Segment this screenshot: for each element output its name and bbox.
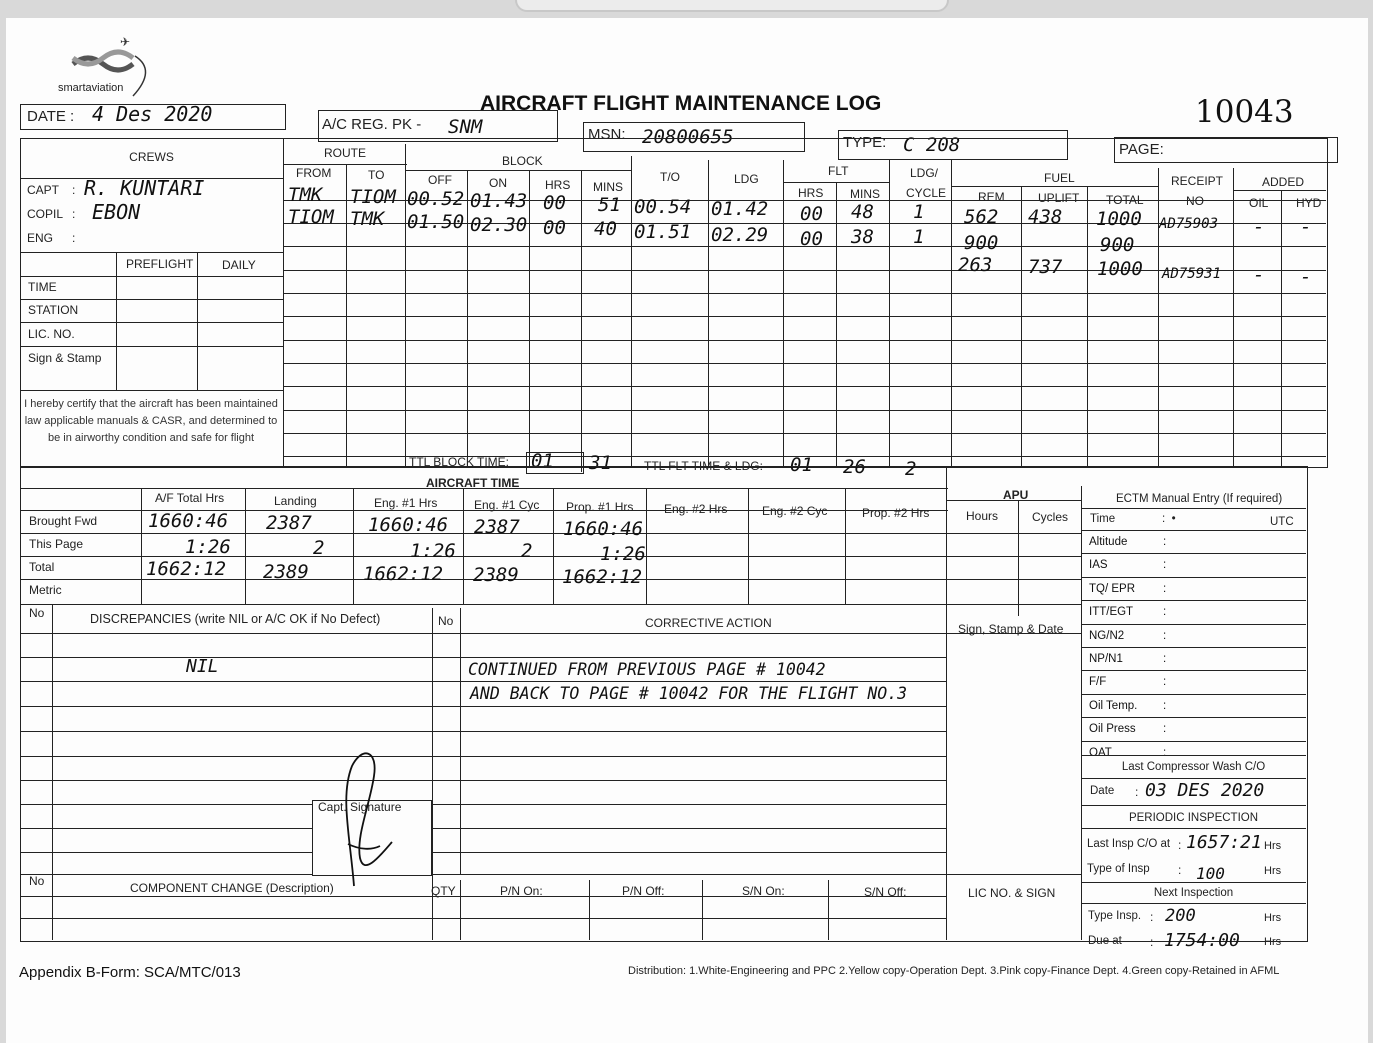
svg-text:✈: ✈ <box>120 35 131 49</box>
tot-eng1-cyc: 2389 <box>473 564 519 586</box>
type-value: C 208 <box>903 134 961 156</box>
crew-row-lic: LIC. NO. <box>28 327 75 341</box>
certify-text: I hereby certify that the aircraft has been maintained law applicable manuals & CASR, and determined to be in airworthy condition and safe for flight <box>24 398 278 444</box>
wash-date-value: 03 DES 2020 <box>1145 780 1265 801</box>
next-type-value: 200 <box>1165 906 1196 926</box>
col-af-total: A/F Total Hrs <box>155 491 225 505</box>
ttl-block-hrs: 01 <box>531 450 554 472</box>
corr-line-1: CONTINUED FROM PREVIOUS PAGE # 10042 <box>468 660 826 679</box>
due-hrs: Hrs <box>1264 936 1282 948</box>
copil-value: EBON <box>92 200 141 224</box>
tp-af-total: 1:26 <box>185 536 231 558</box>
ectm-tq-epr: TQ/ EPR <box>1089 582 1136 595</box>
corr-no-header: No <box>438 614 454 628</box>
tp-prop1-hrs: 1:26 <box>600 543 646 565</box>
tot-landing: 2389 <box>263 561 309 583</box>
ldg-cycle-header-2: CYCLE <box>906 186 947 200</box>
ttl-ldg: 2 <box>905 458 917 480</box>
last-wash-label: Last Compressor Wash C/O <box>1121 761 1266 773</box>
flight-2-flt-hrs: 00 <box>800 228 823 250</box>
copil-label: COPIL <box>27 207 64 221</box>
flight-1-hrs: 00 <box>543 192 566 214</box>
fuel-3-hyd: - <box>1300 266 1312 288</box>
flight-1-flt-mins: 48 <box>851 201 874 223</box>
flight-1-to-time: 00.54 <box>634 196 692 218</box>
bf-landing: 2387 <box>266 512 312 534</box>
fuel-3-total: 1000 <box>1097 258 1143 280</box>
daily-header: DAILY <box>222 258 256 272</box>
receipt-header-2: NO <box>1186 194 1204 208</box>
col-eng2-hrs: Eng. #2 Hrs <box>664 502 728 516</box>
ectm-ng-n2: NG/N2 <box>1089 629 1125 642</box>
type-insp-value: 100 <box>1196 864 1225 883</box>
crews-header: CREWS <box>129 150 174 164</box>
reg-label: A/C REG. PK - <box>322 116 422 133</box>
next-type-label: Type Insp. <box>1088 910 1142 922</box>
fuel-2-total: 900 <box>1100 234 1135 256</box>
sign-stamp-date: Sign, Stamp & Date <box>958 622 1064 636</box>
ectm-itt-egt: ITT/EGT <box>1089 606 1134 619</box>
receipt-header-1: RECEIPT <box>1171 174 1224 188</box>
reg-value: SNM <box>448 116 483 138</box>
ectm-altitude: Altitude <box>1089 536 1128 548</box>
flight-2-to: TMK <box>350 208 385 230</box>
block-hrs-header: HRS <box>545 178 571 192</box>
row-this-page: This Page <box>29 537 84 551</box>
type-insp-hrs: Hrs <box>1264 865 1282 877</box>
comp-no-header: No <box>29 874 45 888</box>
flight-1-flt-hrs: 00 <box>800 203 823 225</box>
comp-header: COMPONENT CHANGE (Description) <box>130 881 334 895</box>
crew-row-station: STATION <box>28 303 79 317</box>
row-metric: Metric <box>29 583 62 597</box>
logo-text: smartaviation <box>58 82 124 94</box>
ectm-fields: Altitude : IAS : TQ/ EPR : ITT/EGT : NG/N2 : NP/N1 : F/F : Oil Temp. : Oil Press : OAT : <box>1081 530 1306 764</box>
pn-off-header: P/N Off: <box>622 884 665 898</box>
aircraft-time-title: AIRCRAFT TIME <box>426 476 520 490</box>
log-number: 10043 <box>1195 94 1294 130</box>
appendix-text: Appendix B-Form: SCA/MTC/013 <box>19 964 241 981</box>
fuel-1-oil: - <box>1253 216 1265 238</box>
page-label: PAGE: <box>1119 141 1164 158</box>
ttl-flt-hrs: 01 <box>790 454 813 476</box>
fuel-3-uplift: 737 <box>1028 256 1063 278</box>
fuel-3-oil: - <box>1253 264 1265 286</box>
ldg-cycle-header-1: LDG/ <box>910 166 939 180</box>
next-type-hrs: Hrs <box>1264 912 1282 924</box>
bf-eng1-hrs: 1660:46 <box>368 514 449 536</box>
preflight-header: PREFLIGHT <box>126 257 194 271</box>
flt-mins-header: MINS <box>850 187 880 201</box>
col-eng1-cyc: Eng. #1 Cyc <box>474 498 540 512</box>
fuel-header: FUEL <box>1044 171 1075 185</box>
flight-2-off: 01.50 <box>407 211 465 233</box>
ectm-oil-temp: Oil Temp. <box>1089 699 1138 712</box>
ectm-oat: OAT <box>1089 746 1112 759</box>
col-eng2-cyc: Eng. #2 Cyc <box>762 504 828 518</box>
ttl-block-label: TTL BLOCK TIME: <box>409 455 510 469</box>
flt-hrs-header: HRS <box>798 186 824 200</box>
ttl-flt-mins: 26 <box>843 456 866 478</box>
fuel-1-total: 1000 <box>1096 208 1142 230</box>
captain-signature <box>320 746 420 896</box>
last-insp-label: Last Insp C/O at <box>1087 838 1171 850</box>
capt-signature-label: Capt. Signature <box>318 800 402 814</box>
hyd-header: HYD <box>1296 196 1322 210</box>
flight-2-on: 02.30 <box>470 214 528 236</box>
flight-1-off: 00.52 <box>407 188 465 210</box>
capt-value: R. KUNTARI <box>84 176 205 200</box>
form-title: AIRCRAFT FLIGHT MAINTENANCE LOG <box>480 92 882 115</box>
flight-2-flt-mins: 38 <box>851 226 874 248</box>
last-insp-hrs: Hrs <box>1264 840 1282 852</box>
due-label: Due at <box>1088 935 1122 947</box>
ttl-block-mins: 31 <box>589 452 612 474</box>
tot-prop1-hrs: 1662:12 <box>562 566 643 588</box>
flight-1-on: 01.43 <box>470 190 528 212</box>
oil-header: OIL <box>1249 196 1269 210</box>
flt-header: FLT <box>828 164 849 178</box>
col-eng1-hrs: Eng. #1 Hrs <box>374 496 438 510</box>
flight-2-from: TIOM <box>288 206 334 228</box>
ttl-flt-label: TTL FLT TIME & LDG: <box>644 459 763 473</box>
ldg-header: LDG <box>734 172 759 186</box>
added-header: ADDED <box>1262 175 1305 189</box>
fuel-3-receipt: AD75931 <box>1162 266 1222 282</box>
bf-eng1-cyc: 2387 <box>474 516 520 538</box>
due-value: 1754:00 <box>1164 930 1240 951</box>
tot-eng1-hrs: 1662:12 <box>363 563 444 585</box>
next-insp-label: Next Inspection <box>1153 887 1234 899</box>
sn-off-header: S/N Off: <box>864 885 907 899</box>
type-label: TYPE: <box>843 134 887 151</box>
ectm-utc: UTC <box>1270 516 1294 528</box>
block-header: BLOCK <box>502 154 543 168</box>
msn-value: 20800655 <box>642 126 734 148</box>
col-prop1-hrs: Prop. #1 Hrs <box>566 500 634 514</box>
row-brought-fwd: Brought Fwd <box>29 514 98 528</box>
to-time-header: T/O <box>660 170 680 184</box>
apu-header: APU <box>1003 488 1029 502</box>
date-label: DATE : <box>27 108 75 125</box>
type-insp-label: Type of Insp <box>1087 863 1150 875</box>
fuel-1-uplift: 438 <box>1028 206 1063 228</box>
last-insp-value: 1657:21 <box>1186 832 1262 853</box>
wash-date-label: Date <box>1090 785 1115 797</box>
bf-prop1-hrs: 1660:46 <box>563 518 644 540</box>
block-mins-header: MINS <box>593 180 623 194</box>
flight-1-to: TIOM <box>350 186 396 208</box>
fuel-1-hyd: - <box>1300 216 1312 238</box>
apu-hours: Hours <box>966 509 999 523</box>
flight-1-from: TMK <box>288 184 323 206</box>
eng-label: ENG <box>27 231 54 245</box>
flight-2-mins: 40 <box>594 218 617 240</box>
disc-header: DISCREPANCIES (write NIL or A/C OK if No Defect) <box>90 612 381 626</box>
fuel-1-rem: 562 <box>964 206 999 228</box>
viewer-top-tab <box>515 0 949 12</box>
apu-cycles: Cycles <box>1032 510 1069 524</box>
ectm-np-n1: NP/N1 <box>1089 652 1123 665</box>
off-header: OFF <box>428 173 452 187</box>
ectm-ff: F/F <box>1089 676 1107 689</box>
ectm-oil-press: Oil Press <box>1089 723 1136 736</box>
disc-no-header: No <box>29 606 45 620</box>
sn-on-header: S/N On: <box>742 884 785 898</box>
fuel-2-rem: 900 <box>964 232 999 254</box>
tot-af-total: 1662:12 <box>146 558 227 580</box>
ectm-title: ECTM Manual Entry (If required) <box>1116 493 1283 505</box>
date-value: 4 Des 2020 <box>92 102 213 126</box>
fuel-3-rem: 263 <box>958 254 993 276</box>
flight-1-ldg: 01.42 <box>711 198 769 220</box>
fuel-1-receipt: AD75903 <box>1159 216 1219 232</box>
distribution-text: Distribution: 1.White-Engineering and PPC 2.Yellow copy-Operation Dept. 3.Pink copy-Finance Dept. 4.Green copy-Retained in AFML <box>628 965 1280 977</box>
tp-eng1-hrs: 1:26 <box>410 540 456 562</box>
col-landing: Landing <box>274 494 317 508</box>
from-header: FROM <box>296 166 332 180</box>
corr-header: CORRECTIVE ACTION <box>645 616 772 630</box>
lic-sign-header: LIC NO. & SIGN <box>968 886 1056 900</box>
uplift-header: UPLIFT <box>1038 191 1080 205</box>
row-total: Total <box>29 560 55 574</box>
periodic-label: PERIODIC INSPECTION <box>1128 812 1259 824</box>
bf-af-total: 1660:46 <box>148 510 229 532</box>
on-header: ON <box>489 176 507 190</box>
capt-label: CAPT <box>27 183 60 197</box>
flight-2-to-time: 01.51 <box>634 221 692 243</box>
flight-1-mins: 51 <box>598 194 621 216</box>
rem-header: REM <box>978 190 1005 204</box>
flight-2-hrs: 00 <box>543 217 566 239</box>
crew-row-sign: Sign & Stamp <box>28 351 102 365</box>
to-header: TO <box>368 168 385 182</box>
route-header: ROUTE <box>324 146 366 160</box>
crew-row-time: TIME <box>28 280 57 294</box>
flight-2-ldg: 02.29 <box>711 224 769 246</box>
col-prop2-hrs: Prop. #2 Hrs <box>862 506 930 520</box>
corr-line-2: AND BACK TO PAGE # 10042 FOR THE FLIGHT NO.3 <box>470 684 908 703</box>
flight-1-cycle: 1 <box>913 201 925 223</box>
disc-entry: NIL <box>186 656 219 677</box>
qty-header: QTY <box>431 884 456 898</box>
flight-2-cycle: 1 <box>913 226 925 248</box>
tp-eng1-cyc: 2 <box>521 540 533 562</box>
pn-on-header: P/N On: <box>500 884 543 898</box>
ectm-time-label: Time <box>1090 513 1116 525</box>
tp-landing: 2 <box>313 537 325 559</box>
msn-label: MSN: <box>588 126 626 143</box>
ectm-ias: IAS <box>1089 559 1108 572</box>
total-header: TOTAL <box>1106 193 1144 207</box>
